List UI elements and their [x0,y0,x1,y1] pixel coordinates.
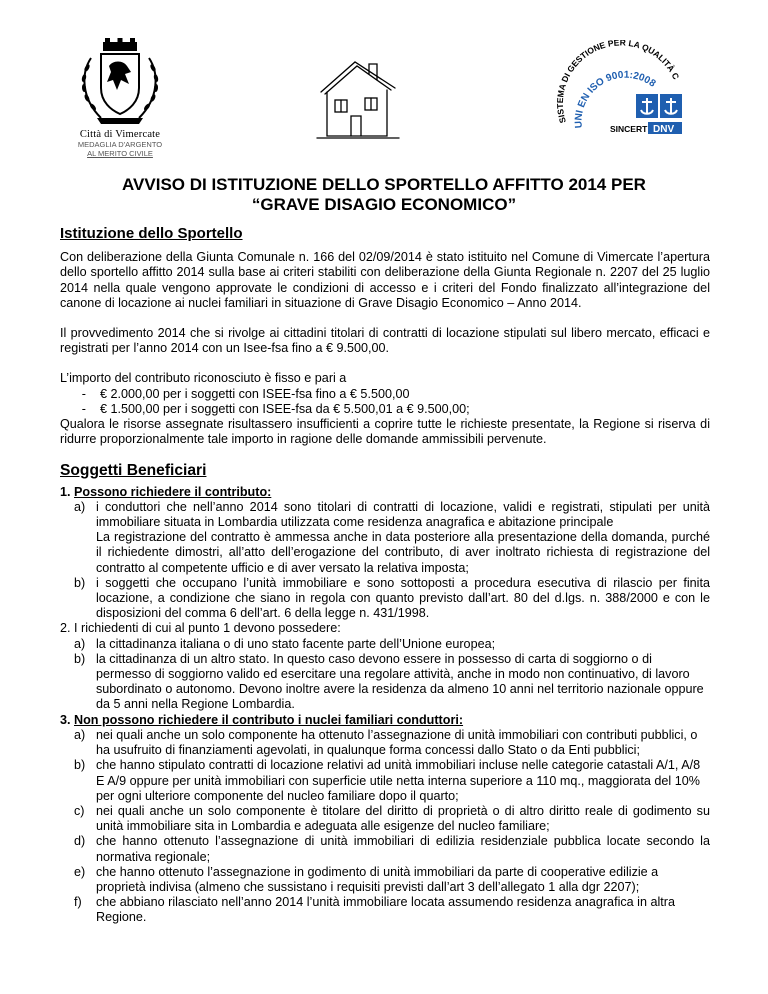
paragraph: Con deliberazione della Giunta Comunale n. 166 del 02/09/2014 è stato istituito nel Comune di Vimercate l’apertura dello sportello affitto 2014 sulla base ai criteri stabiliti con deliberazione della Giunta Regionale n. 2207 del 25 luglio 2014 nella quale vengono approvate le condizioni di accesso e i criteri del Fondo finalizzato all’integrazione del canone di locazione ai nuclei familiari in situazione di Grave Disagio Economico – Anno 2014. [60,250,710,310]
house-logo [313,56,403,147]
sub-item: b) i soggetti che occupano l’unità immobiliare e sono sottoposti a procedura esecutiva di rilascio per finita locazione, a condizione che siano in regola con quanto previsto dall’art. 80 del d.lgs. n. 388/2000 e con le disposizioni del comma 6 dell’art. 6 della legge n. 431/1998. [74,575,710,621]
medal-caption [70,140,170,158]
sub-item: a) i conduttori che nell’anno 2014 sono titolari di contratti di locazione, validi e registrati, stipulati per unità immobiliare situata in Lombardia utilizzata come residenza anagrafica e abitazione principale La registrazione del contratto è ammessa anche in data posteriore alla presentazione della domanda, purché il richiedente dimostri, all’atto dell’erogazione del contributo, di aver inoltrato richiesta di registrazione del contratto al competente ufficio e di aver versato la relativa imposta; [74,499,710,575]
section-heading-istituzione: Istituzione dello Sportello [60,225,243,242]
sub-item-text: i soggetti che occupano l’unità immobiliare e sono sottoposti a procedura esecutiva di rilascio per finita locazione, a condizione che siano in regola con quanto previsto dall’art. 80 del d.lgs. n. 388/2000 e con le disposizioni del comma 6 dell’art. 6 della legge n. 431/1998. [96,575,710,621]
title-line-2: “GRAVE DISAGIO ECONOMICO” [251,195,517,214]
cert-standard: UNI EN ISO 9001:2008 [573,69,658,129]
cert-dnv: DNV [653,124,675,135]
numbered-item [60,621,710,636]
paragraph: L’importo del contributo riconosciuto è fisso e pari a [60,371,347,386]
sub-item-text: che abbiano rilasciato nell’anno 2014 l’unità immobiliare locata assumendo residenza anagrafica in altra Regione. [96,895,675,925]
list-item: - € 1.500,00 per i soggetti con ISEE-fsa da € 5.500,01 a € 9.500,00; [81,401,470,416]
sub-item: a) nei quali anche un solo componente ha ottenuto l’assegnazione di unità immobiliari con contributi pubblici, o ha usufruito di finanziamenti agevolati, in qualunque forma concessi dallo Stato o da Enti pubblici; [74,728,710,758]
sub-item-text: che hanno ottenuto l’assegnazione di unità immobiliari di edilizia residenziale pubblica locate secondo la normativa regionale; [96,834,710,864]
sub-item: a) la cittadinanza italiana o di uno stato facente parte dell’Unione europea; [74,637,710,652]
list-item: - € 2.000,00 per i soggetti con ISEE-fsa fino a € 5.500,00 [81,386,410,401]
city-name: Città di Vimercate [79,129,161,140]
cert-arc-text: SISTEMA DI GESTIONE PER LA QUALITÀ C [554,40,682,125]
city-crest-icon [73,38,167,128]
sub-item-text: i conduttori che nell’anno 2014 sono titolari di contratti di locazione, validi e registrati, stipulati per unità immobiliare situata in Lombardia utilizzata come residenza anagrafica e abitazione principale [96,499,710,530]
sub-item-text: La registrazione del contratto è ammessa anche in data posteriore alla presentazione della domanda, purché il richiedente dimostri, all’atto dell’erogazione del contributo, di aver inoltrato richiesta di registrazione del contratto al competente ufficio e di aver versato la relativa imposta; [96,530,710,575]
city-logo [70,38,170,158]
item-label: Possono richiedere il contributo: [74,484,272,499]
sub-item: e) che hanno ottenuto l’assegnazione in godimento di unità immobiliari da parte di cooperative edilizie a proprietà indivisa (almeno che sussistano i requisiti previsti dall’art 3 dell’allegato 1 alla dgr 2207); [74,865,710,895]
certification-logo [548,40,698,150]
item-number: 1. [60,484,71,499]
list-item-text: € 1.500,00 per i soggetti con ISEE-fsa da € 5.500,01 a € 9.500,00; [100,401,470,416]
list-item-text: € 2.000,00 per i soggetti con ISEE-fsa fino a € 5.500,00 [100,386,410,401]
item-label: Non possono richiedere il contributo i nuclei familiari conduttori: [74,712,464,727]
document-body [60,226,710,926]
sub-item: b) che hanno stipulato contratti di locazione relativi ad unità immobiliari incluse nelle categorie catastali A/1, A/8 E A/9 oppure per unità immobiliari con superficie utile netta interna superiore a 110 mq., maggiorata del 10% per ogni ulteriore componente del nucleo familiare dopo il quarto; [74,758,710,804]
medal-line-2: AL MERITO CIVILE [87,149,153,158]
sub-item-text: la cittadinanza di un altro stato. In questo caso devono essere in possesso di carta di soggiorno o di permesso di soggiorno valido ed esercitare una regolare attività, anche in modo non continuativo, di lavoro subordinato o autonomo. Devono inoltre avere la residenza da almeno 10 anni nel territorio nazionale oppure da 5 anni nella Regione Lombardia. [96,651,704,712]
title-line-1: AVVISO DI ISTITUZIONE DELLO SPORTELLO AFFITTO 2014 PER [122,175,646,194]
page-title [60,175,708,215]
sub-item: f) che abbiano rilasciato nell’anno 2014 l’unità immobiliare locata assumendo residenza anagrafica in altra Regione. [74,895,710,925]
medal-line-1: MEDAGLIA D'ARGENTO [77,140,163,149]
paragraph: Il provvedimento 2014 che si rivolge ai cittadini titolari di contratti di locazione stipulati sul libero mercato, efficaci e registrati per l’anno 2014 con un Isee-fsa fino a € 9.500,00. [60,326,710,356]
iso-certification-icon [548,40,698,145]
sub-item: c) nei quali anche un solo componente è titolare del diritto di proprietà o di altro diritto reale di godimento su unità immobiliare sita in Lombardia e adeguata alle esigenze del nucleo familiare; [74,803,710,834]
numbered-item [60,713,710,728]
sub-item-text: nei quali anche un solo componente ha ottenuto l’assegnazione di unità immobiliari con contributi pubblici, o ha usufruito di finanziamenti agevolati, in qualunque forma concessi dallo Stato o da Enti pubblici; [96,727,698,758]
sub-item-text: che hanno ottenuto l’assegnazione in godimento di unità immobiliari da parte di cooperative edilizie a proprietà indivisa (almeno che sussistano i requisiti previsti dall’art 3 dell’allegato 1 alla dgr 2207); [96,864,659,894]
paragraph: Qualora le risorse assegnate risultassero insufficienti a coprire tutte le richieste presentate, la Regione si riserva di ridurre proporzionalmente tale importo in ragione delle domande ammissibili pervenute. [60,417,710,447]
item-label: I richiedenti di cui al punto 1 devono possedere: [74,621,341,636]
sub-item: b) la cittadinanza di un altro stato. In questo caso devono essere in possesso di carta di soggiorno o di permesso di soggiorno valido ed esercitare una regolare attività, anche in modo non continuativo, di lavoro subordinato o autonomo. Devono inoltre avere la residenza da almeno 10 anni nel territorio nazionale oppure da 5 anni nella Regione Lombardia. [74,652,710,713]
house-icon [313,56,403,142]
sub-item: d) che hanno ottenuto l’assegnazione di unità immobiliari di edilizia residenziale pubblica locate secondo la normativa regionale; [74,834,710,864]
sub-item-text: la cittadinanza italiana o di uno stato facente parte dell’Unione europea; [96,636,496,651]
section-heading-beneficiari: Soggetti Beneficiari [60,462,207,480]
item-number: 2. [60,621,71,636]
numbered-item [60,485,710,500]
item-number: 3. [60,712,71,727]
sub-item-text: nei quali anche un solo componente è titolare del diritto di proprietà o di altro diritto reale di godimento su unità immobiliare sita in Lombardia e adeguata alle esigenze del nucleo familiare; [96,803,710,834]
sub-item-text: che hanno stipulato contratti di locazione relativi ad unità immobiliari incluse nelle categorie catastali A/1, A/8 E A/9 oppure per unità immobiliari con superficie utile netta interna superiore a 110 mq., maggiorata del 10% per ogni ulteriore componente del nucleo familiare dopo il quarto; [96,758,701,803]
cert-sincert: SINCERT [610,124,648,134]
